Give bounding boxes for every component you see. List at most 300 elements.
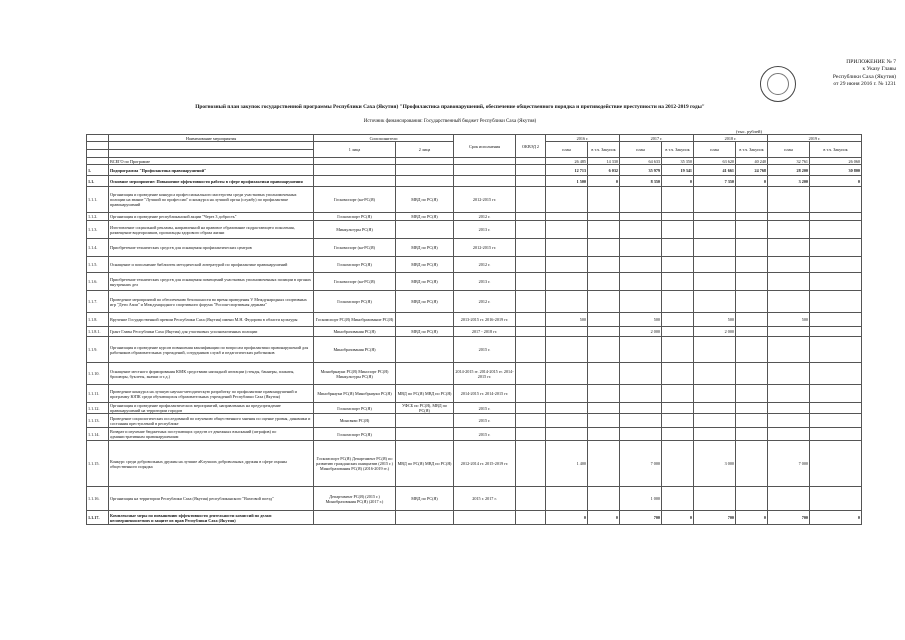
row-value — [546, 337, 588, 363]
row-executor-1 — [314, 176, 396, 187]
row-value — [810, 239, 862, 257]
row-value — [810, 273, 862, 291]
row-executor-1 — [314, 511, 396, 525]
table-row — [87, 165, 862, 176]
row-executor-1: Минобрнауки РС(Я) Минспорт РС(Я) Минкультуры РС(Я) — [314, 363, 396, 385]
row-value — [768, 239, 810, 257]
row-value — [662, 327, 694, 337]
row-executor-2 — [396, 337, 454, 363]
row-value — [620, 414, 662, 428]
row-okved — [516, 441, 546, 487]
row-value: 2 000 — [694, 327, 736, 337]
document-title: Прогнозный план закупок государственной программы Республики Саха (Якутия) "Профилактика правонарушений, обеспечение общественного порядка и противодействие преступности на 2012-2019 годы" — [195, 104, 705, 110]
table-row — [87, 291, 862, 313]
row-activity: Конкурс среди добровольных дружин на лучшие аКлучших добровольных дружин в сфере охраны общественного порядка — [109, 441, 314, 487]
row-number: 1.1.3. — [87, 221, 109, 239]
funding-source: Источник финансирования: Государственный бюджет Республики Саха (Якутия) — [363, 119, 537, 124]
row-value — [662, 337, 694, 363]
row-value — [662, 403, 694, 414]
row-value — [694, 414, 736, 428]
row-value — [620, 291, 662, 313]
table-row — [87, 428, 862, 441]
row-okved — [516, 337, 546, 363]
row-value — [694, 273, 736, 291]
row-okved — [516, 327, 546, 337]
row-value — [546, 428, 588, 441]
appendix-note — [786, 59, 896, 89]
row-value — [694, 213, 736, 221]
row-value — [588, 313, 620, 327]
row-value: 2 000 — [620, 327, 662, 337]
row-value — [736, 313, 768, 327]
row-number: 1.1.11. — [87, 385, 109, 403]
row-activity: Организация и проведение профилактических мероприятий, направленных на предупреждение правонарушений на территории городов — [109, 403, 314, 414]
row-value — [546, 487, 588, 511]
row-executor-1: Госкомспорт РС(Я) Минобразование РС(Я) — [314, 313, 396, 327]
table-row — [87, 403, 862, 414]
row-value — [588, 221, 620, 239]
table-row — [87, 363, 862, 385]
table-row — [87, 414, 862, 428]
row-value — [768, 327, 810, 337]
row-value — [768, 363, 810, 385]
header-executors: Соисполнители — [314, 135, 454, 142]
row-value — [662, 428, 694, 441]
row-okved — [516, 363, 546, 385]
row-value — [662, 257, 694, 273]
row-value: 1 400 — [546, 441, 588, 487]
row-okved — [516, 313, 546, 327]
row-period: 2015 г. — [454, 337, 516, 363]
row-value — [694, 291, 736, 313]
row-number: 1.1.17. — [87, 511, 109, 525]
row-value — [662, 441, 694, 487]
row-value: 7 350 — [694, 176, 736, 187]
row-period — [454, 511, 516, 525]
row-period: 2013-2015 гг. 2016-2019 гг. — [454, 313, 516, 327]
row-value — [694, 403, 736, 414]
header-year-2016: 2016 г. — [546, 135, 620, 142]
row-value: 30 800 — [810, 165, 862, 176]
row-value — [546, 257, 588, 273]
row-period: 2017 - 2018 гг. — [454, 327, 516, 337]
row-period: 2012-2014 гг. 2015-2019 гг. — [454, 441, 516, 487]
row-okved — [516, 221, 546, 239]
summary-row — [87, 158, 862, 165]
row-activity: Оснащение и пополнение библиотек методической литературой по профилактике правонарушений — [109, 257, 314, 273]
row-okved — [516, 511, 546, 525]
row-value — [588, 213, 620, 221]
row-okved — [516, 273, 546, 291]
row-value: 35 979 — [620, 165, 662, 176]
row-executor-1: Департамент РС(Я) (2015 г.) Минобразования РС(Я) (2017 г.) — [314, 487, 396, 511]
row-value — [736, 385, 768, 403]
row-value — [768, 213, 810, 221]
row-value — [736, 273, 768, 291]
row-value — [620, 273, 662, 291]
table-row — [87, 511, 862, 525]
row-executor-2 — [396, 165, 454, 176]
row-value — [546, 363, 588, 385]
row-value — [662, 487, 694, 511]
header-plan: план — [768, 142, 810, 158]
row-number: 1.1.14. — [87, 428, 109, 441]
row-value: 0 — [588, 511, 620, 525]
row-value — [588, 327, 620, 337]
row-okved — [516, 414, 546, 428]
table-row — [87, 385, 862, 403]
row-period: 2012-2015 гг. — [454, 187, 516, 213]
row-value — [662, 187, 694, 213]
row-executor-1: Госкомспорт РС(Я) — [314, 213, 396, 221]
row-value — [588, 403, 620, 414]
row-value — [694, 221, 736, 239]
row-value — [694, 337, 736, 363]
row-value — [736, 291, 768, 313]
row-value — [662, 221, 694, 239]
row-value — [662, 363, 694, 385]
header-plan: план — [694, 142, 736, 158]
row-value: 500 — [768, 313, 810, 327]
row-value — [810, 337, 862, 363]
row-number: 1.1. — [87, 176, 109, 187]
row-okved — [516, 428, 546, 441]
row-value: 7 000 — [768, 441, 810, 487]
summary-label: ВСЕГО по Программе — [109, 158, 314, 165]
row-value — [768, 273, 810, 291]
row-value: 41 661 — [694, 165, 736, 176]
row-value — [620, 213, 662, 221]
row-executor-2: МВД по РС(Я) — [396, 239, 454, 257]
row-activity: Грант Главы Республики Саха (Якутия) для участковых уполномоченных полиции — [109, 327, 314, 337]
row-activity: Подпрограмма "Профилактика правонарушений" — [109, 165, 314, 176]
row-number: 1.1.7. — [87, 291, 109, 313]
row-value — [694, 428, 736, 441]
row-value: 3 200 — [768, 176, 810, 187]
row-value: 0 — [736, 511, 768, 525]
row-executor-1: Минобразования РС(Я) — [314, 337, 396, 363]
row-value — [620, 239, 662, 257]
row-value: 0 — [662, 176, 694, 187]
table-row — [87, 239, 862, 257]
row-activity: Организация и проведение конкурса профессионального мастерства среди участковых уполномоченных полиции на звание "Лучший по профессии" и конкурса на лучший орган (службу) по профилактике правонарушений — [109, 187, 314, 213]
row-executor-1: Госкомспорт (ка-РС(Я) — [314, 239, 396, 257]
row-value — [736, 327, 768, 337]
row-value: 0 — [546, 511, 588, 525]
row-number: 1.1.2. — [87, 213, 109, 221]
row-value: 12 713 — [546, 165, 588, 176]
row-value — [694, 363, 736, 385]
appendix-line: от 29 июня 2016 г. № 1231 — [833, 81, 896, 88]
row-value — [768, 428, 810, 441]
row-value — [768, 291, 810, 313]
row-period: 2012 г. — [454, 291, 516, 313]
header-incl: в т.ч. Закупок — [736, 142, 768, 158]
table-row — [87, 257, 862, 273]
row-okved — [516, 257, 546, 273]
row-number: 1.1.5. — [87, 257, 109, 273]
row-value: 1 500 — [546, 176, 588, 187]
row-value: 700 — [694, 511, 736, 525]
summary-value: 32 761 — [768, 158, 810, 165]
row-activity: Проведение мероприятий по обеспечению безопасности во время проведения V Международных спортивных игр "Дети Азии" и Международного спортивного форума "Россия-спортивная держава" — [109, 291, 314, 313]
row-value: 500 — [546, 313, 588, 327]
row-value — [588, 187, 620, 213]
row-executor-1: Госкомспорт РС(Я) — [314, 403, 396, 414]
row-activity: Организация и проведение республиканской акции "Через 3 добрость" — [109, 213, 314, 221]
row-executor-2 — [396, 414, 454, 428]
row-executor-2: МВД по РС(Я) — [396, 291, 454, 313]
row-value — [620, 403, 662, 414]
row-executor-2 — [396, 511, 454, 525]
row-value — [546, 187, 588, 213]
row-number: 1.1.9. — [87, 337, 109, 363]
header-plan: план — [620, 142, 662, 158]
row-executor-1: Минкультуры РС(Я) — [314, 221, 396, 239]
table-row — [87, 213, 862, 221]
row-period: 2013 г. — [454, 273, 516, 291]
row-value — [736, 441, 768, 487]
header-year-2018: 2018 г. — [694, 135, 768, 142]
row-period: 2015 г. — [454, 428, 516, 441]
row-okved — [516, 239, 546, 257]
row-okved — [516, 187, 546, 213]
row-number: 1.1.15. — [87, 441, 109, 487]
row-value — [768, 221, 810, 239]
row-value — [620, 187, 662, 213]
row-executor-1: Госкомспорт РС(Я) — [314, 257, 396, 273]
header-incl: в т.ч. Закупок — [588, 142, 620, 158]
row-value — [768, 487, 810, 511]
row-value: 700 — [768, 511, 810, 525]
row-value — [810, 257, 862, 273]
row-value — [736, 403, 768, 414]
row-okved — [516, 291, 546, 313]
row-value: 0 — [810, 511, 862, 525]
summary-value: 14 330 — [588, 158, 620, 165]
table-row — [87, 337, 862, 363]
row-period: 2015 г. — [454, 403, 516, 414]
header-incl: в т.ч. Закупок — [662, 142, 694, 158]
row-value: 0 — [588, 176, 620, 187]
row-value — [588, 385, 620, 403]
row-value — [810, 428, 862, 441]
row-value — [736, 337, 768, 363]
summary-value: 63 620 — [694, 158, 736, 165]
row-value — [810, 291, 862, 313]
row-value — [736, 487, 768, 511]
row-value — [694, 385, 736, 403]
row-value: 1 000 — [620, 487, 662, 511]
row-activity: Вручение Государственной премии Республики Саха (Якутия) имени М.Н. Федорова в области культуры — [109, 313, 314, 327]
row-activity: Организация и проведение курсов повышения квалификации по вопросам профилактики правонарушений для работников образовательных учреждений, сотрудников служб и педагогических работников — [109, 337, 314, 363]
header-activity: Наименование мероприятия — [109, 135, 314, 142]
row-value — [694, 257, 736, 273]
header-okved: ОКВЭД 2 — [516, 135, 546, 158]
row-activity: Проведение конкурса на лучшую научно-методическую разработку по профилактике правонарушений и программу ЮПК среди обучающихся образовательных учреждений Республики Саха (Якутия) — [109, 385, 314, 403]
row-value — [768, 403, 810, 414]
row-value — [620, 221, 662, 239]
row-value — [768, 257, 810, 273]
row-value — [546, 414, 588, 428]
row-value — [736, 221, 768, 239]
summary-value: 64 633 — [620, 158, 662, 165]
row-period: 2012 г. — [454, 213, 516, 221]
row-activity: Проведение социологических исследований по изучению общественного мнения по оценке уровня, динамики и состояния преступлений в республике — [109, 414, 314, 428]
row-value — [768, 337, 810, 363]
row-value — [694, 187, 736, 213]
header-year-2019: 2019 г. — [768, 135, 862, 142]
row-executor-2: МВД по РС(Я) МВД по РС(Я) — [396, 385, 454, 403]
row-activity: Основное мероприятие: Повышение эффективности работы в сфере профилактики правонарушения — [109, 176, 314, 187]
row-value — [694, 239, 736, 257]
row-value: 0 — [736, 176, 768, 187]
row-period: 2015 г. — [454, 414, 516, 428]
row-value — [588, 428, 620, 441]
row-okved — [516, 385, 546, 403]
row-value — [620, 428, 662, 441]
row-value: 19 341 — [662, 165, 694, 176]
row-value — [768, 187, 810, 213]
table-row — [87, 487, 862, 511]
row-period: 2014-2015 гг. 2014-2015 гг. 2014-2015 гг. — [454, 363, 516, 385]
row-value — [588, 441, 620, 487]
row-value — [588, 257, 620, 273]
row-period: 2012 г. — [454, 257, 516, 273]
row-period — [454, 165, 516, 176]
row-activity: Возврат и изучение бюджетных поступающих средств от денежных взысканий (штрафов) по административным правонарушениям — [109, 428, 314, 441]
row-executor-2 — [396, 221, 454, 239]
row-executor-1: Минобрнауки РС(Я) Минобрнауки РС(Я) — [314, 385, 396, 403]
summary-value: 26 485 — [546, 158, 588, 165]
row-value: 7 000 — [620, 441, 662, 487]
row-value — [546, 327, 588, 337]
row-value — [736, 213, 768, 221]
row-number: 1.1.8.1. — [87, 327, 109, 337]
header-incl: в т.ч. Закупок — [810, 142, 862, 158]
table-row — [87, 441, 862, 487]
header-exec-1: 1 лица — [314, 142, 396, 158]
table-row — [87, 187, 862, 213]
row-value: 3 000 — [694, 441, 736, 487]
row-executor-2: МВД по РС(Я) — [396, 187, 454, 213]
row-activity: Приобретение технических средств для оснащения профилактических центров — [109, 239, 314, 257]
row-value — [662, 291, 694, 313]
row-value: 0 — [810, 176, 862, 187]
row-value — [662, 239, 694, 257]
row-value: 8 350 — [620, 176, 662, 187]
row-number: 1. — [87, 165, 109, 176]
row-value — [810, 403, 862, 414]
row-value — [588, 337, 620, 363]
row-value — [736, 257, 768, 273]
appendix-line: к Указу Главы — [862, 66, 896, 73]
appendix-line: Республики Саха (Якутия) — [832, 73, 896, 80]
row-value — [620, 257, 662, 273]
row-value — [810, 441, 862, 487]
row-value — [620, 363, 662, 385]
row-number: 1.1.13. — [87, 414, 109, 428]
table-row — [87, 176, 862, 187]
row-executor-1: Минсвязи РС(Я) — [314, 414, 396, 428]
row-value — [546, 221, 588, 239]
row-executor-1 — [314, 165, 396, 176]
row-okved — [516, 176, 546, 187]
row-period: 2014-2015 гг. 2014-2015 гг. — [454, 385, 516, 403]
row-value — [546, 385, 588, 403]
row-value: 500 — [620, 313, 662, 327]
row-activity: Приобретение технических средств для оснащения помещений участковых уполномоченных полиции в органах внутренних дел — [109, 273, 314, 291]
row-value: 28 200 — [768, 165, 810, 176]
row-number: 1.1.4. — [87, 239, 109, 257]
summary-value: 35 350 — [662, 158, 694, 165]
row-executor-2: МВД по РС(Я) МВД по РС(Я) — [396, 441, 454, 487]
row-executor-2: МВД по РС(Я) — [396, 487, 454, 511]
row-value — [588, 487, 620, 511]
row-number: 1.1.1. — [87, 187, 109, 213]
row-value — [810, 487, 862, 511]
units-label: (тыс. рублей) — [736, 129, 762, 134]
row-value — [588, 273, 620, 291]
row-executor-2 — [396, 313, 454, 327]
row-value: 0 — [662, 511, 694, 525]
row-value — [620, 337, 662, 363]
row-value: 6 032 — [588, 165, 620, 176]
row-value — [810, 221, 862, 239]
row-value — [768, 414, 810, 428]
row-value — [588, 414, 620, 428]
row-value — [662, 414, 694, 428]
row-okved — [516, 403, 546, 414]
row-value — [694, 487, 736, 511]
row-executor-1: Госкомспорт (ка-РС(Я) — [314, 187, 396, 213]
row-value — [768, 385, 810, 403]
row-period: 2012-2015 гг. — [454, 239, 516, 257]
row-executor-1: Госкомспорт РС(Я) Департамент РС(Я) по развитию гражданских инициатив (2015 г.) Минобразования РС(Я) (2016-2019 гг.) — [314, 441, 396, 487]
row-value — [546, 291, 588, 313]
row-value — [588, 291, 620, 313]
row-value — [810, 327, 862, 337]
procurement-table — [86, 134, 862, 525]
row-executor-1: Госкомспорт РС(Я) — [314, 428, 396, 441]
row-value — [736, 414, 768, 428]
row-executor-2: МВД по РС(Я) — [396, 327, 454, 337]
row-value: 500 — [694, 313, 736, 327]
summary-value: 26 060 — [810, 158, 862, 165]
row-value — [588, 363, 620, 385]
row-value — [736, 187, 768, 213]
row-value — [662, 213, 694, 221]
row-number: 1.1.8. — [87, 313, 109, 327]
row-executor-2: УФСБ по РС(Я), МВД по РС(Я) — [396, 403, 454, 414]
row-okved — [516, 487, 546, 511]
row-value — [810, 213, 862, 221]
row-value — [810, 385, 862, 403]
header-exec-2: 2 лица — [396, 142, 454, 158]
row-executor-2: МВД по РС(Я) — [396, 213, 454, 221]
row-executor-2: МВД по РС(Я) — [396, 273, 454, 291]
row-value — [736, 428, 768, 441]
row-value — [810, 363, 862, 385]
row-number: 1.1.10. — [87, 363, 109, 385]
row-activity: Комплексные меры по повышению эффективности деятельности комиссий по делам несовершеннолетних и защите их прав Республики Саха (Якутия) — [109, 511, 314, 525]
row-value — [546, 273, 588, 291]
row-okved — [516, 213, 546, 221]
table-row — [87, 313, 862, 327]
row-number: 1.1.12. — [87, 403, 109, 414]
row-number: 1.1.6. — [87, 273, 109, 291]
row-value — [546, 403, 588, 414]
